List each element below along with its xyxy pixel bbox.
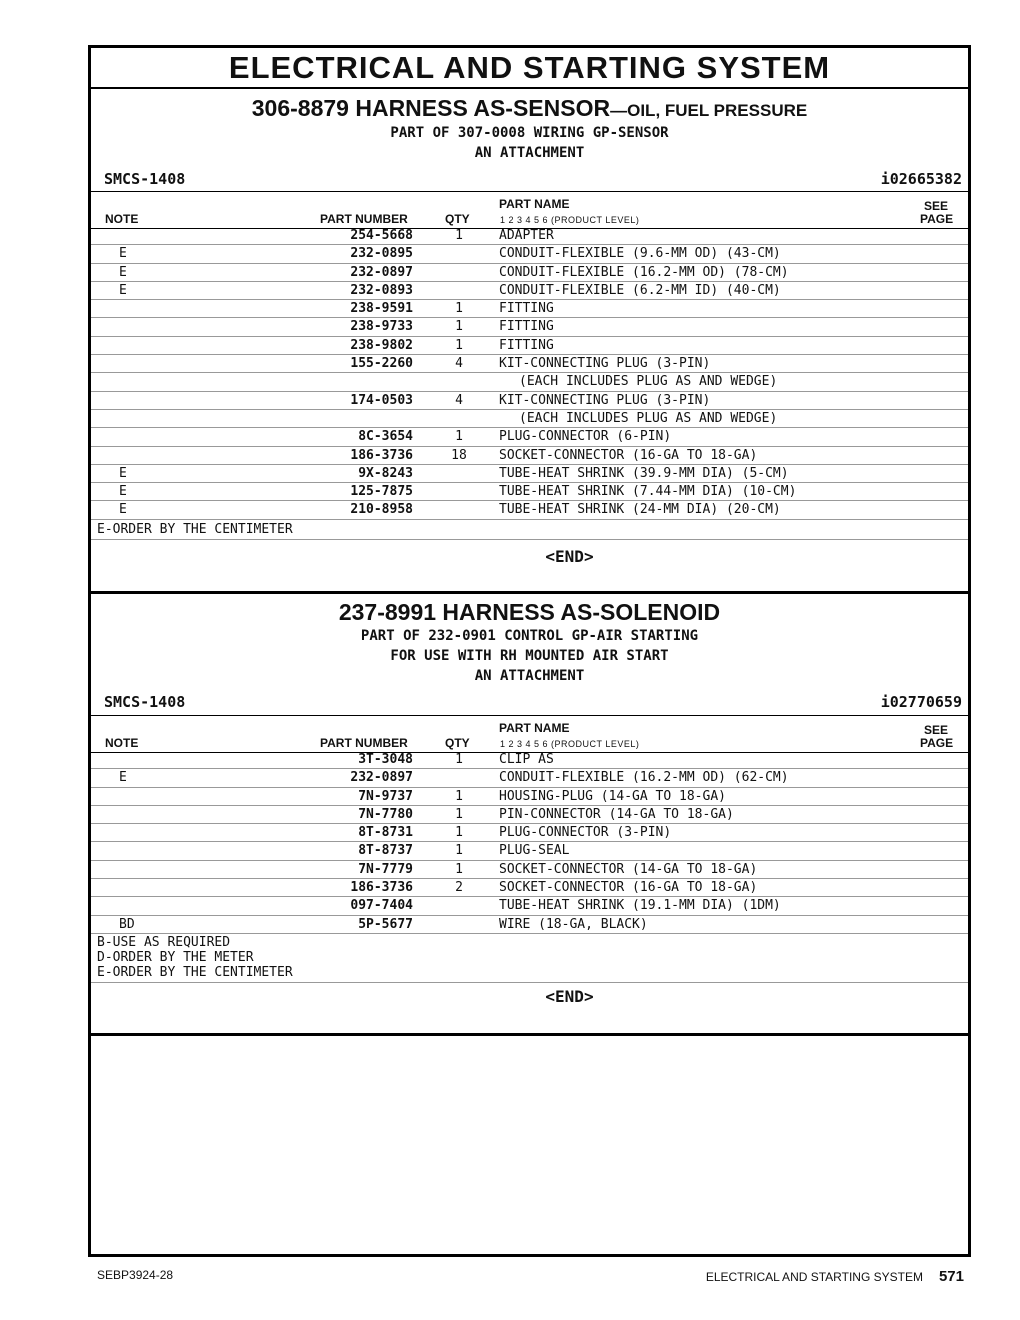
qty-cell: 1 [455,806,463,822]
col-see: SEE [924,723,949,737]
note-cell: E [119,770,127,786]
col-see: SEE [924,199,949,213]
col-note: NOTE [105,212,139,226]
note-line: D-ORDER BY THE METER [97,950,254,965]
column-header [91,715,968,753]
col-product-levels: 1 2 3 4 5 6 (PRODUCT LEVEL) [500,739,640,749]
col-part-name: PART NAME [499,197,570,211]
notes-text [97,522,293,537]
smcs-code: SMCS-1408 [104,170,186,188]
part-name-cell: WIRE (18-GA, BLACK) [499,916,648,932]
table-row [91,227,968,245]
part-name-cell: TUBE-HEAT SHRINK (7.44-MM DIA) (10-CM) [499,484,797,500]
col-part-number: PART NUMBER [320,212,408,226]
part-name-cell: CLIP AS [499,752,554,767]
part-name-cell: FITTING [499,319,554,335]
footer-doc-id: SEBP3924-28 [97,1268,174,1282]
part-name-cell: CONDUIT-FLEXIBLE (16.2-MM OD) (62-CM) [499,770,789,786]
note-cell: E [119,502,127,518]
table-row [91,355,968,373]
table-row [91,318,968,336]
table-row [91,465,968,483]
page-number: 571 [938,1268,964,1285]
part-name-cell: (EACH INCLUDES PLUG AS AND WEDGE) [519,410,778,426]
part-number-cell: 238-9802 [350,337,413,353]
part-name-cell: KIT-CONNECTING PLUG (3-PIN) [499,356,711,372]
table-row [91,501,968,519]
qty-cell: 4 [455,356,463,372]
end-marker: <END> [545,547,594,566]
part-number-cell: 186-3736 [350,880,413,896]
qty-cell: 1 [455,843,463,859]
notes-box [91,520,968,540]
part-name-cell: FITTING [499,301,554,317]
note-cell: E [119,246,127,262]
part-name-cell: CONDUIT-FLEXIBLE (6.2-MM ID) (40-CM) [499,282,781,298]
section-title [91,94,968,125]
note-cell: E [119,282,127,298]
part-number-cell: 7N-7780 [358,806,413,822]
qty-cell: 4 [455,392,463,408]
part-name-cell: PIN-CONNECTOR (14-GA TO 18-GA) [499,806,734,822]
parts-table [91,751,968,934]
section-divider [91,1033,968,1036]
note-line: E-ORDER BY THE CENTIMETER [97,522,293,537]
part-number-cell: 210-8958 [350,502,413,518]
section-solenoid [91,594,968,1034]
col-page: PAGE [920,212,954,226]
table-row [91,337,968,355]
part-name-cell: TUBE-HEAT SHRINK (24-MM DIA) (20-CM) [499,502,781,518]
part-number-cell: 7N-7779 [358,861,413,877]
part-number-cell: 155-2260 [350,356,413,372]
table-row [91,861,968,879]
qty-cell: 1 [455,301,463,317]
section-title-main: 237-8991 HARNESS AS-SOLENOID [338,599,721,625]
part-name-cell: CONDUIT-FLEXIBLE (16.2-MM OD) (78-CM) [499,264,789,280]
qty-cell: 1 [455,337,463,353]
footer-section-name: ELECTRICAL AND STARTING SYSTEM [705,1270,923,1284]
qty-cell: 2 [455,880,463,896]
table-row [91,788,968,806]
table-row [91,447,968,465]
section-subtitle-line: AN ATTACHMENT [474,668,585,684]
part-name-cell: (EACH INCLUDES PLUG AS AND WEDGE) [519,374,778,390]
part-number-cell: 9X-8243 [358,465,413,481]
section-oil-fuel-pressure [91,87,968,592]
part-name-cell: FITTING [499,337,554,353]
section-title-sub: —OIL, FUEL PRESSURE [610,101,808,120]
part-name-cell: KIT-CONNECTING PLUG (3-PIN) [499,392,711,408]
part-number-cell: 125-7875 [350,484,413,500]
table-row [91,264,968,282]
qty-cell: 1 [455,319,463,335]
table-row [91,806,968,824]
section-subtitle-line: FOR USE WITH RH MOUNTED AIR START [390,648,669,664]
note-line: B-USE AS REQUIRED [97,935,231,950]
table-row [91,879,968,897]
note-cell: E [119,484,127,500]
part-number-cell: 232-0897 [350,770,413,786]
qty-cell: 1 [455,825,463,841]
section-subtitle-line: PART OF 232-0901 CONTROL GP-AIR STARTING [360,628,699,644]
qty-cell: 1 [455,228,463,243]
note-cell: BD [119,916,135,932]
part-name-cell: TUBE-HEAT SHRINK (19.1-MM DIA) (1DM) [499,898,781,914]
qty-cell: 1 [455,788,463,804]
part-number-cell: 7N-9737 [358,788,413,804]
part-number-cell: 186-3736 [350,447,413,463]
section-subtitle-line: PART OF 307-0008 WIRING GP-SENSOR [390,125,669,141]
part-number-cell: 232-0897 [350,264,413,280]
qty-cell: 18 [451,447,467,463]
part-name-cell: HOUSING-PLUG (14-GA TO 18-GA) [499,788,726,804]
qty-cell: 1 [455,861,463,877]
table-row [91,410,968,428]
notes-text [97,935,293,980]
part-number-cell: 232-0895 [350,246,413,262]
qty-cell: 1 [455,752,463,767]
col-page: PAGE [920,736,954,750]
section-title [91,598,968,629]
part-name-cell: ADAPTER [499,228,554,243]
part-name-cell: CONDUIT-FLEXIBLE (9.6-MM OD) (43-CM) [499,246,781,262]
table-row [91,916,968,934]
part-name-cell: PLUG-SEAL [499,843,570,859]
part-name-cell: SOCKET-CONNECTOR (14-GA TO 18-GA) [499,861,758,877]
col-part-name: PART NAME [499,721,570,735]
part-number-cell: 8T-8731 [358,825,413,841]
col-qty: QTY [445,212,470,226]
smcs-code: SMCS-1408 [104,693,186,711]
part-number-cell: 8C-3654 [358,429,413,445]
part-number-cell: 232-0893 [350,282,413,298]
col-note: NOTE [105,736,139,750]
part-name-cell: TUBE-HEAT SHRINK (39.9-MM DIA) (5-CM) [499,465,789,481]
part-number-cell: 8T-8737 [358,843,413,859]
part-name-cell: PLUG-CONNECTOR (3-PIN) [499,825,672,841]
section-title-main: 306-8879 HARNESS AS-SENSOR [251,95,611,121]
part-number-cell: 238-9733 [350,319,413,335]
table-row [91,392,968,410]
parts-table [91,227,968,520]
col-product-levels: 1 2 3 4 5 6 (PRODUCT LEVEL) [500,215,640,225]
part-number-cell: 174-0503 [350,392,413,408]
table-row [91,300,968,318]
column-header [91,191,968,229]
part-number-cell: 097-7404 [350,898,413,914]
note-line: E-ORDER BY THE CENTIMETER [97,965,293,980]
part-name-cell: SOCKET-CONNECTOR (16-GA TO 18-GA) [499,880,758,896]
table-row [91,842,968,860]
end-marker: <END> [545,987,594,1006]
col-part-number: PART NUMBER [320,736,408,750]
qty-cell: 1 [455,429,463,445]
document-identifier: i02665382 [880,170,962,188]
page-title: ELECTRICAL AND STARTING SYSTEM [91,48,968,89]
part-number-cell: 3T-3048 [358,752,413,767]
table-row [91,245,968,263]
part-number-cell: 254-5668 [350,228,413,243]
table-row [91,897,968,915]
table-row [91,282,968,300]
table-row [91,751,968,769]
col-qty: QTY [445,736,470,750]
part-number-cell: 5P-5677 [358,916,413,932]
note-cell: E [119,264,127,280]
part-number-cell: 238-9591 [350,301,413,317]
footer-section [706,1268,964,1285]
table-row [91,483,968,501]
table-row [91,824,968,842]
table-row [91,373,968,391]
document-identifier: i02770659 [880,693,962,711]
part-name-cell: SOCKET-CONNECTOR (16-GA TO 18-GA) [499,447,758,463]
table-row [91,428,968,446]
notes-box [91,934,968,983]
part-name-cell: PLUG-CONNECTOR (6-PIN) [499,429,672,445]
note-cell: E [119,465,127,481]
section-subtitle-line: AN ATTACHMENT [474,145,585,161]
table-row [91,769,968,787]
page-frame [88,45,971,1257]
